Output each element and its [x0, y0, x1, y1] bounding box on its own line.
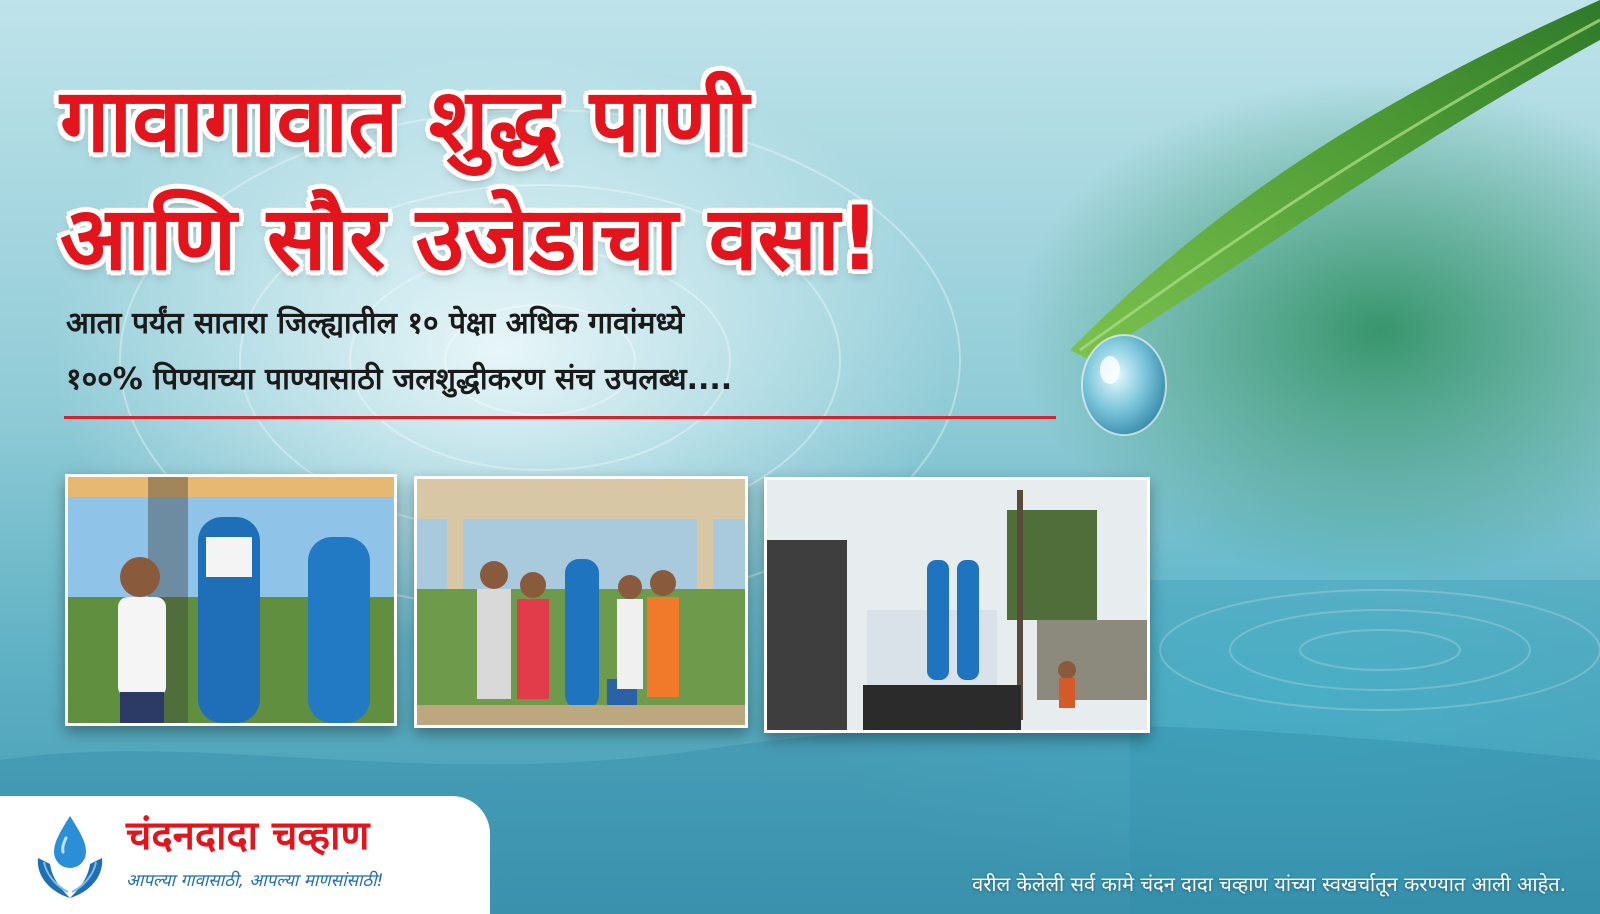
subtext	[66, 296, 732, 408]
water-drop-hands-logo-icon	[30, 812, 110, 902]
red-divider	[64, 416, 1056, 419]
leaf-with-water-drop-decoration	[1070, 0, 1600, 460]
photo-group-at-filter-plant	[414, 476, 748, 728]
photo-filter-unit-near-tank	[764, 477, 1150, 733]
footer-note: वरील केलेली सर्व कामे चंदन दादा चव्हाण यांच्या स्वखर्चातून करण्यात आली आहेत.	[972, 872, 1566, 896]
subtext-line-1: आता पर्यंत सातारा जिल्ह्यातील १० पेक्षा अधिक गावांमध्ये	[66, 306, 685, 341]
photo-water-filter-with-man	[65, 474, 397, 726]
headline-line-2: आणि सौर उजेडाचा वसा!	[60, 187, 880, 290]
brand-name: चंदनदादा चव्हाण	[126, 813, 370, 859]
headline-line-1: गावागावात शुद्ध पाणी	[60, 69, 749, 172]
headline	[60, 62, 880, 298]
brand-tagline: आपल्या गावासाठी, आपल्या माणसांसाठी!	[126, 871, 384, 891]
subtext-line-2: १००% पिण्याच्या पाण्यासाठी जलशुद्धीकरण संच उपलब्ध....	[66, 362, 733, 397]
